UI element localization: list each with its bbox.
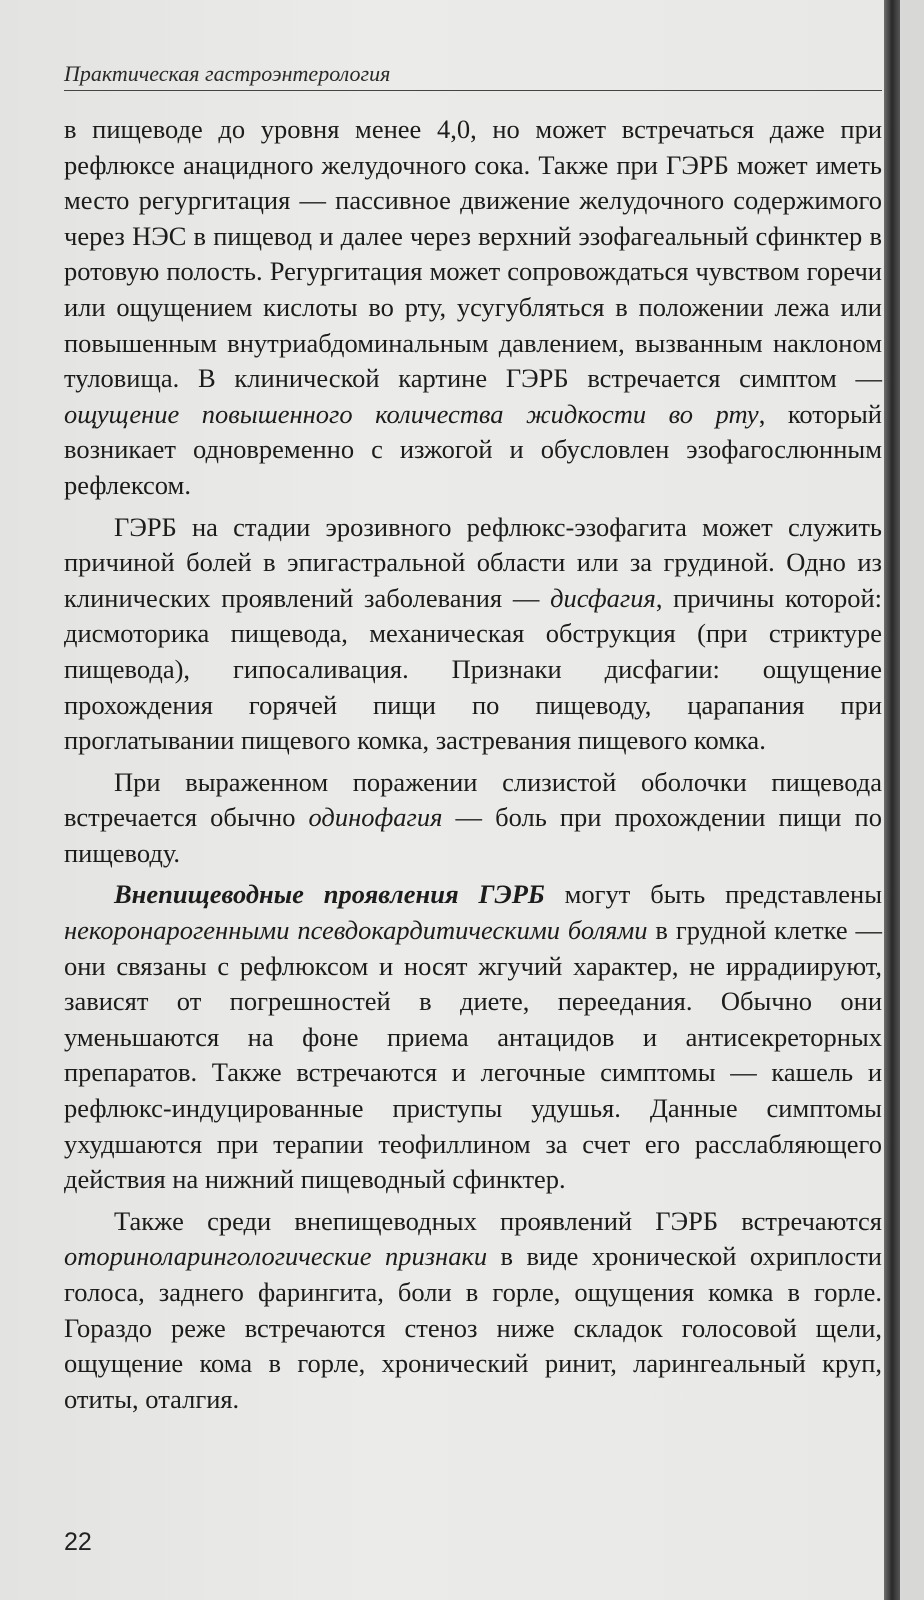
text-run: Также среди внепищеводных проявлений ГЭРБ встречаются bbox=[114, 1205, 882, 1236]
paragraph-5 bbox=[64, 1204, 882, 1418]
text-run: в грудной клетке — они связаны с рефлюксом и носят жгучий характер, не иррадиируют, зависят от погрешностей в диете, переедания. Обычно они уменьшаются на фоне приема антацидов и антисекреторных препаратов. Также встречаются и легочные симптомы — кашель и рефлюкс-индуцированные приступы удушья. Данные симптомы ухудшаются при терапии теофиллином за счет его расслабляющего действия на нижний пищеводный сфинктер. bbox=[64, 915, 882, 1195]
italic-term: некоронарогенными псевдокардитическими болями bbox=[64, 915, 648, 946]
text-run: в пищеводе до уровня менее 4,0, но может встречаться даже при рефлюксе анацидного желудочного сока. Также при ГЭРБ может иметь место регургитация — пассивное движение желудочного содержимого через НЭС в пищевод и далее через верхний эзофагеальный сфинктер в ротовую полость. Регургитация может сопровождаться чувством горечи или ощущением кислоты во рту, усугубляться в положении лежа или повышенным внутриабдоминальным давлением, вызванным наклоном туловища. В клинической картине ГЭРБ встречается симптом — bbox=[64, 114, 882, 394]
text-run: — боль при прохождении пищи по пищеводу. bbox=[64, 802, 882, 868]
page-edge bbox=[900, 0, 924, 1600]
text-run: ГЭРБ на стадии эрозивного рефлюкс-эзофагита может служить причиной болей в эпигастральной области или за грудиной. Одно из клинических проявлений заболевания — bbox=[64, 511, 882, 613]
paragraph-4 bbox=[64, 877, 882, 1197]
italic-term: одинофагия bbox=[308, 802, 443, 833]
italic-term: ощущение повышенного количества жидкости во рту bbox=[64, 398, 759, 429]
text-run: , причины которой: дисмоторика пищевода, механическая обструкция (при стриктуре пищевода), гипосаливация. Признаки дисфагии: ощущение прохождения горячей пищи по пищеводу, царапания при проглатывании пищевого комка, застревания пищевого комка. bbox=[64, 582, 882, 756]
paragraph-1 bbox=[64, 112, 882, 504]
italic-term: дисфагия bbox=[550, 582, 656, 613]
italic-term: оториноларингологические признаки bbox=[64, 1241, 488, 1272]
text-run: в виде хронической охриплости голоса, заднего фарингита, боли в горле, ощущения комка в горле. Гораздо реже встречаются стеноз ниже складок голосовой щели, ощущение кома в горле, хронический ринит, ларингеальный круп, отиты, оталгия. bbox=[64, 1241, 882, 1414]
running-head: Практическая гастроэнтерология bbox=[64, 60, 882, 91]
paragraph-2 bbox=[64, 510, 882, 759]
paragraph-3 bbox=[64, 765, 882, 872]
text-run: При выраженном поражении слизистой оболочки пищевода встречается обычно bbox=[64, 766, 882, 833]
text-run: , который возникает одновременно с изжогой и обусловлен эзофагослюнным рефлексом. bbox=[64, 398, 882, 500]
body-text bbox=[64, 112, 882, 1423]
bold-italic-heading: Внепищеводные проявления ГЭРБ bbox=[114, 879, 545, 910]
book-spine-shadow bbox=[884, 0, 900, 1600]
page-number: 22 bbox=[64, 1528, 92, 1556]
text-run: могут быть представлены bbox=[544, 879, 882, 910]
